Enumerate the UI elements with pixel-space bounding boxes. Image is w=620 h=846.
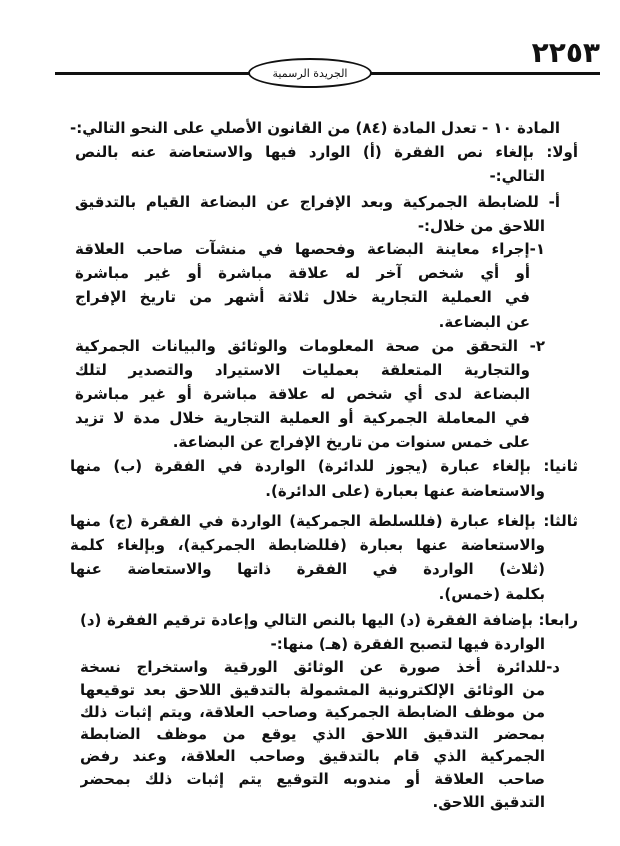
clause-first-line: التالي:- (489, 167, 545, 185)
paragraph-a-line: أ- للضابطة الجمركية وبعد الإفراج عن البضاعة القيام بالتدقيق (75, 193, 560, 211)
item-2-line: ٢- التحقق من صحة المعلومات والوثائق والبيانات الجمركية (75, 337, 545, 355)
paragraph-d-line: من الوثائق الإلكترونية المشمولة بالتدقيق اللاحق بعد توقيعها (80, 681, 545, 699)
item-2-line: على خمس سنوات من تاريخ الإفراج عن البضاعة. (172, 433, 530, 451)
publication-name-badge (248, 58, 372, 88)
item-1-line: أو أي شخص آخر له علاقة مباشرة أو غير مباشرة (75, 264, 530, 282)
clause-third-line: ثالثا: بإلغاء عبارة (فللسلطة الجمركية) الواردة في الفقرة (ج) منها (70, 512, 578, 530)
item-2-line: في المعاملة الجمركية أو العملية التجارية خلال مدة لا تزيد (75, 409, 530, 427)
paragraph-d-line: من موظف الضابطة الجمركية وصاحب العلاقة، ويتم إثبات ذلك (80, 703, 545, 721)
page-number: ٢٢٥٣ (531, 36, 600, 69)
clause-second-line: والاستعاضة عنها بعبارة (على الدائرة). (265, 482, 545, 500)
item-1-line: عن البضاعة. (438, 313, 530, 331)
item-1-line: ١-إجراء معاينة البضاعة وفحصها في منشآت صاحب العلاقة (75, 240, 545, 258)
clause-third-line: (ثلاث) الواردة في الفقرة ذاتها والاستعاضة عنها (70, 560, 545, 578)
paragraph-a-line: اللاحق من خلال:- (417, 217, 545, 235)
article-heading: المادة ١٠ - تعدل المادة (٨٤) من القانون الأصلي على النحو التالي:- (70, 119, 560, 137)
paragraph-d-line: د-للدائرة أخذ صورة عن الوثائق الورقية واستخراج نسخة (80, 658, 560, 676)
clause-fourth-line: الواردة فيها لتصبح الفقرة (هـ) منها:- (270, 635, 545, 653)
clause-fourth-line: رابعا: بإضافة الفقرة (د) اليها بالنص التالي وإعادة ترقيم الفقرة (د) (80, 611, 578, 629)
clause-third-line: والاستعاضة عنها بعبارة (فللضابطة الجمركية)، وبإلغاء كلمة (70, 536, 545, 554)
paragraph-d-line: بمحضر التدقيق اللاحق الذي يوقع من موظف الضابطة (80, 725, 545, 743)
item-1-line: في العملية التجارية خلال ثلاثة أشهر من تاريخ الإفراج (75, 288, 530, 306)
paragraph-d-line: صاحب العلاقة أو مندوبه التوقيع يتم إثبات ذلك بمحضر (80, 770, 545, 788)
item-2-line: والتجارية المتعلقة بعمليات الاستيراد والتصدير لتلك (75, 361, 530, 379)
paragraph-d-line: التدقيق اللاحق. (432, 793, 545, 811)
item-2-line: البضاعة لدى أي شخص له علاقة مباشرة أو غير مباشرة (75, 385, 530, 403)
publication-name: الجريدة الرسمية (272, 66, 348, 80)
clause-third-line: بكلمة (خمس). (438, 585, 545, 603)
paragraph-d-line: الجمركية الذي قام بالتدقيق وصاحب العلاقة، وعند رفض (80, 747, 545, 765)
clause-second-line: ثانيا: بإلغاء عبارة (يجوز للدائرة) الواردة في الفقرة (ب) منها (70, 457, 578, 475)
clause-first-line: أولا: بإلغاء نص الفقرة (أ) الوارد فيها والاستعاضة عنه بالنص (75, 143, 578, 161)
